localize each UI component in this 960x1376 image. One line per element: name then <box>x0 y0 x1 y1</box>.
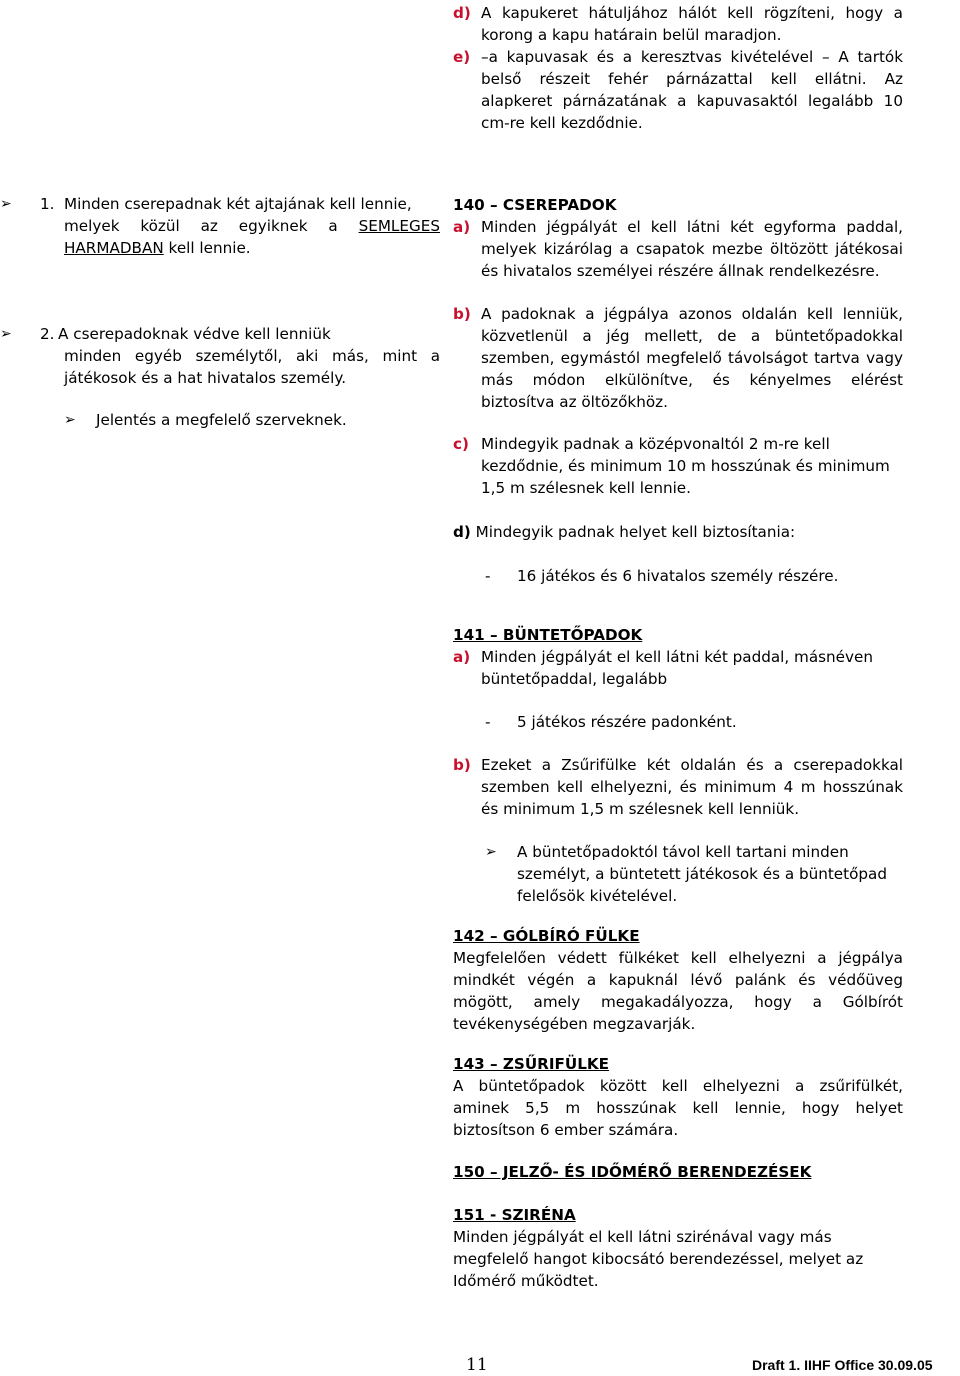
section-heading: 151 - SZIRÉNA <box>453 1206 576 1224</box>
section-heading-150: 150 – JELZŐ- ÉS IDŐMÉRŐ BERENDEZÉSEK <box>453 1163 812 1181</box>
text-line: A cserepadoknak védve kell lenniük <box>58 325 331 343</box>
text-line: Mindegyik padnak a középvonaltól 2 m-re kell <box>481 435 830 453</box>
text-line: belső részeit fehér párnázattal kell ellátni. Az <box>481 70 903 88</box>
text-line: személyt, a büntetett játékosok és a büntetőpad <box>517 865 887 883</box>
section-141 <box>453 624 903 907</box>
text-line: más módon elkülönítve, és kényelmes elérést <box>481 371 903 389</box>
text-line: –a kapuvasak és a keresztvas kivételével – A tartók <box>481 48 903 66</box>
text-line: Minden jégpályát el kell látni két paddal, másnéven <box>481 648 873 666</box>
text-line: és hivatalos személyei részére állnak rendelkezésre. <box>481 262 880 280</box>
text-line: biztosítson 6 ember számára. <box>453 1121 679 1139</box>
item-label: e) <box>453 48 471 66</box>
dash-bullet: - <box>485 713 491 731</box>
left-item-1 <box>40 193 440 259</box>
section-heading: 141 – BÜNTETŐPADOK <box>453 626 643 644</box>
text-line: felelősök kivételével. <box>517 887 678 905</box>
text-line: tevékenységében megzavarják. <box>453 1015 696 1033</box>
text-line: 5 játékos részére padonként. <box>517 713 737 731</box>
text-line: büntetőpaddal, legalább <box>481 670 668 688</box>
text-line: melyek kizárólag a csapatok mezbe öltözött játékosai <box>481 240 903 258</box>
text-line: szemben kell elhelyezni, és minimum 4 m hosszúnak <box>481 778 903 796</box>
text-line: mindkét végén a kapuknál lévő palánk és védőüveg <box>453 971 903 989</box>
text-line: közvetlenül a jég mellett, de a büntetőpadokkal <box>481 327 903 345</box>
text-line: aminek 5,5 m hosszúnak kell lennie, hogy helyet <box>453 1099 903 1117</box>
draft-label: Draft 1. IIHF Office 30.09.05 <box>752 1357 933 1373</box>
text-line: A padoknak a jégpálya azonos oldalán kell lenniük, <box>481 305 903 323</box>
text-line: minden egyéb személytől, aki más, mint a <box>64 347 440 365</box>
text-line: mögött, amely megakadályozza, hogy a Gólbírót <box>453 993 903 1011</box>
item-label: a) <box>453 648 471 666</box>
item-label: d) <box>453 4 471 22</box>
section-151 <box>453 1204 903 1292</box>
arrow-bullet-icon: ➢ <box>64 412 76 428</box>
left-item-2 <box>40 323 440 389</box>
text-line: cm-re kell kezdődnie. <box>481 114 643 132</box>
text-line: melyek közül az egyiknek a SEMLEGES <box>64 217 440 235</box>
section-heading: 142 – GÓLBÍRÓ FÜLKE <box>453 927 640 945</box>
text-line: 16 játékos és 6 hivatalos személy részére. <box>517 567 839 585</box>
section-heading: 140 – CSEREPADOK <box>453 196 617 214</box>
item-number: 2. <box>40 325 55 343</box>
text-line: A büntetőpadoktól távol kell tartani minden <box>517 843 849 861</box>
item-label: b) <box>453 756 471 774</box>
text-line: Minden jégpályát el kell látni szirénával vagy más <box>453 1228 832 1246</box>
text-line: megfelelő hangot kibocsátó berendezéssel, melyet az <box>453 1250 864 1268</box>
text-line: A büntetőpadok között kell elhelyezni a zsűrifülkét, <box>453 1077 903 1095</box>
arrow-bullet-icon: ➢ <box>0 196 12 212</box>
section-heading: 143 – ZSŰRIFÜLKE <box>453 1055 610 1073</box>
text-line: 1,5 m szélesnek kell lennie. <box>481 479 691 497</box>
text-line: Időmérő működtet. <box>453 1272 599 1290</box>
item-d <box>453 2 903 46</box>
arrow-bullet-icon: ➢ <box>485 844 497 860</box>
item-number: 1. <box>40 195 55 213</box>
section-142 <box>453 925 903 1035</box>
top-list <box>453 2 903 134</box>
text-line: A kapukeret hátuljához hálót kell rögzíteni, hogy a <box>481 4 903 22</box>
text-line: alapkeret párnázatának a kapuvasaktól legalább 10 <box>481 92 903 110</box>
page-number: 11 <box>466 1355 488 1375</box>
sub-bullet-text: Jelentés a megfelelő szerveknek. <box>96 411 347 429</box>
dash-bullet: - <box>485 567 491 585</box>
section-143 <box>453 1053 903 1141</box>
text-line: kezdődnie, és minimum 10 m hosszúnak és minimum <box>481 457 890 475</box>
text-line: Megfelelően védett fülkéket kell elhelyezni a jégpálya <box>453 949 903 967</box>
text-line: biztosítva az öltözőkhöz. <box>481 393 668 411</box>
text-line: Minden cserepadnak két ajtajának kell lennie, <box>64 195 412 213</box>
item-label: a) <box>453 218 471 236</box>
text-line: Ezeket a Zsűrifülke két oldalán és a cserepadokkal <box>481 756 903 774</box>
item-label: b) <box>453 305 471 323</box>
section-140 <box>453 194 903 587</box>
item-label: c) <box>453 435 469 453</box>
item-d-line: d) Mindegyik padnak helyet kell biztosítania: <box>453 523 796 541</box>
text-line: korong a kapu határain belül maradjon. <box>481 26 782 44</box>
text-line: szemben, egymástól megfelelő távolságot tartva vagy <box>481 349 903 367</box>
text-line: HARMADBAN kell lennie. <box>64 239 251 257</box>
text-line: Minden jégpályát el kell látni két egyforma paddal, <box>481 218 903 236</box>
text-line: játékosok és a hat hivatalos személy. <box>64 369 347 387</box>
text-line: és minimum 1,5 m szélesnek kell lenniük. <box>481 800 800 818</box>
arrow-bullet-icon: ➢ <box>0 326 12 342</box>
item-e <box>453 46 903 134</box>
